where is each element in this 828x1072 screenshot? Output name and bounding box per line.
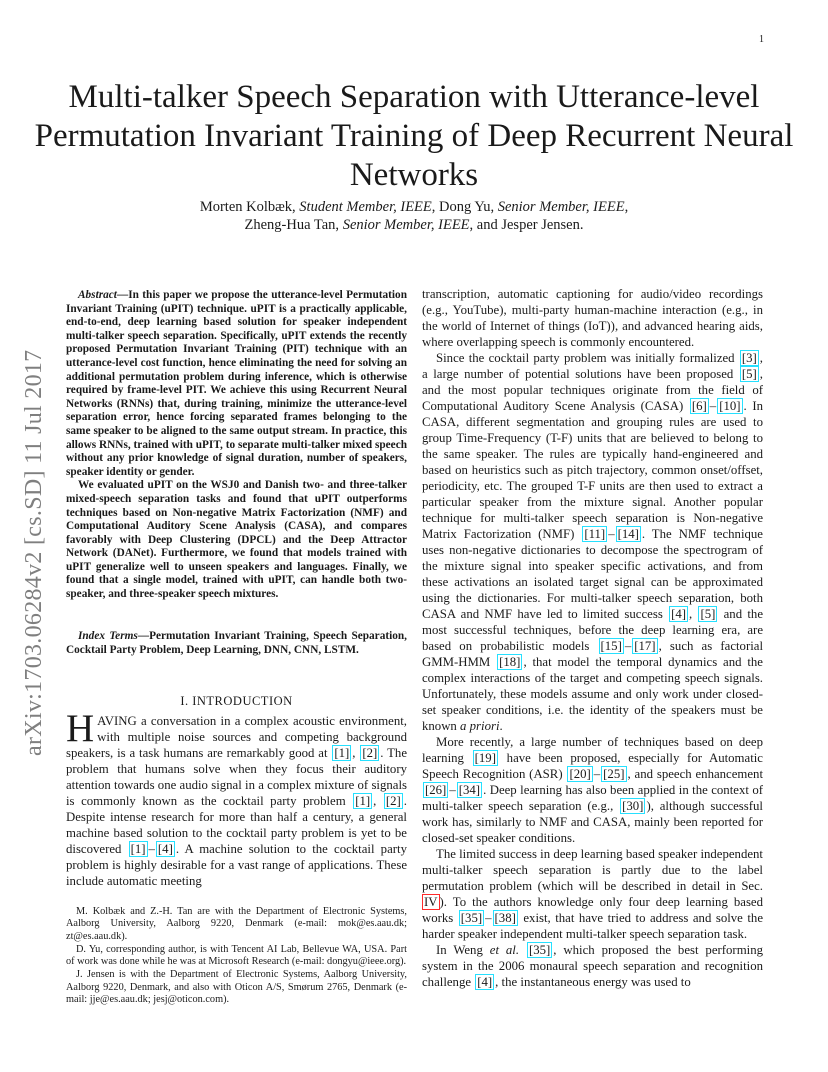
body-text: and the most successful techniques, before the deep learning era, are based on probabilistic models [422,607,763,653]
citation-link[interactable]: [17] [634,639,656,653]
footnote-affiliation: D. Yu, corresponding author, is with Tencent AI Lab, Bellevue WA, USA. Part of work was done while he was at Microsoft Research (e-mail: dongyu@ieee.org). [66,943,407,968]
body-text: – [485,911,492,925]
abstract-paragraph: We evaluated uPIT on the WSJ0 and Danish two- and three-talker mixed-speech separation tasks and found that uPIT outperforms techniques based on Non-negative Matrix Factorization (NMF) and Computational Auditory Scene Analysis (CASA), and compares favorably with Deep Clustering (DPCL) and the Deep Attractor Network (DANet). Furthermore, we found that models trained with uPIT generalize well to unseen speakers and languages. Finally, we found that a single model, trained with uPIT, can handle both two-speaker, and three-speaker speech mixtures. [66,479,407,601]
citation-link[interactable]: [25] [603,767,625,781]
citation-link[interactable]: [14] [617,527,639,541]
abstract-paragraph [66,289,407,479]
author-membership: Student Member, IEEE [299,199,432,215]
body-text: , [373,794,383,808]
footnote-affiliation: M. Kolbæk and Z.-H. Tan are with the Department of Electronic Systems, Aalborg University, Aalborg 9220, Denmark (e-mail: mok@es.aau.dk; zt@es.aau.dk). [66,906,407,942]
citation-link[interactable]: [6] [691,399,707,413]
abstract-text: —In this paper we propose the utterance-level Permutation Invariant Training (uPIT) technique. uPIT is a practically applicable, end-to-end, deep learning based solution for speaker independent multi-talker speech separation. Specifically, uPIT extends the recently proposed Permutation Invariant Training (PIT) technique with an utterance-level cost function, hence eliminating the need for solving an additional permutation problem during inference, which is otherwise required by frame-level PIT. We achieve this using Recurrent Neural Networks (RNNs) that, during training, minimize the utterance-level separation error, hence forcing separated frames belonging to the same speaker to be aligned to the same output stream. In practice, this allows RNNs, trained with uPIT, to separate multi-talker mixed speech without any prior knowledge of signal duration, number of speakers, speaker identity or gender. [66,289,407,478]
intro-paragraph [422,942,763,990]
citation-link[interactable]: [1] [130,842,146,856]
italic-text: et al. [489,943,520,957]
intro-paragraph [422,734,763,846]
drop-cap: H [66,707,95,750]
body-text: AVING a conversation in a complex acoustic environment, with multiple noise sources and competing background speakers, is a task humans are remarkably good at [66,714,407,760]
citation-link[interactable]: [35] [460,911,483,925]
arxiv-identifier-stamp: arXiv:1703.06284v2 [cs.SD] 11 Jul 2017 [21,349,47,756]
body-text: . In CASA, different segmentation and grouping rules are used to group Time-Frequency (T-F) units that are believed to belong to the same speaker. The rules are typically hand-engineered and based on heuristics such as pitch trajectory, common onset/offset, periodicity, etc. The grouped T-F units are then used to extract a particular speaker from the mixture signal. Another popular technique for multi-talker speech separation is Non-negative Matrix Factorization (NMF) [422,399,763,541]
body-text [519,943,526,957]
citation-link[interactable]: [15] [600,639,622,653]
intro-right-column [422,286,763,990]
citation-link[interactable]: [4] [671,607,686,621]
intro-paragraph [422,350,763,734]
index-terms-text: —Permutation Invariant Training, Speech Separation, Cocktail Party Problem, Deep Learning, DNN, CNN, LSTM. [66,630,407,656]
body-text: – [608,527,615,541]
citation-link[interactable]: [10] [719,399,741,413]
intro-paragraph [66,707,408,889]
intro-paragraph [422,846,763,942]
body-text: , such as factorial GMM-HMM [422,639,763,669]
body-text: , that model the temporal dynamics and the complex interactions of the target and competing speech signals. Unfortunately, these models assume and only work under closed-set speaker conditions, i.e. the identity of the speakers must be known [422,655,763,733]
section-reference-link[interactable]: IV [424,895,438,909]
body-text: The limited success in deep learning based speaker independent multi-talker speech separation is partly due to the label permutation problem (which will be described in detail in Sec. [422,847,763,893]
body-text: – [709,399,717,413]
footnote-affiliation: J. Jensen is with the Department of Electronic Systems, Aalborg University, Aalborg 9220, Denmark, and also with Oticon A/S, Smørum 2765, Denmark (e-mail: jje@es.aau.dk; jesj@oticon.com). [66,969,407,1006]
citation-link[interactable]: [4] [157,842,173,856]
author-name: Morten Kolbæk, [199,199,300,215]
intro-paragraph: transcription, automatic captioning for audio/video recordings (e.g., YouTube), multi-party human-machine interaction (e.g., in the world of Internet of things (IoT)), and advanced hearing aids, where overlapping speech is commonly encountered. [422,287,763,349]
citation-link[interactable]: [35] [528,943,551,957]
author-separator: , [624,199,629,215]
page-number: 1 [759,34,764,45]
citation-link[interactable]: [30] [622,799,644,813]
body-text: , which proposed the best performing system in the 2006 monaural speech separation and recognition challenge [422,943,764,989]
citation-link[interactable]: [5] [741,367,757,381]
body-text: – [148,842,155,856]
body-text: , the instantaneous energy was used to [495,975,691,989]
body-text: . The problem that humans solve when they focus their auditory attention towards one audio signal in a complex mixture of signals is commonly known as the cocktail party problem [66,746,408,808]
author-membership: Senior Member, IEEE [497,199,625,215]
body-text: have been proposed, especially for Automatic Speech Recognition (ASR) [422,751,763,781]
body-text: In Weng [436,943,490,957]
author-list [0,198,828,234]
body-text: , [688,607,698,621]
body-text: . The NMF technique uses non-negative dictionaries to decompose the spectrogram of the mixture signal into speaker specific activations, and from these activations an isolated target signal can be approximated using the dictionaries. For multi-talker speech separation, both CASA and NMF have led to limited success [422,527,763,621]
body-text: . A machine solution to the cocktail party problem is highly desirable for a vast range of applications. These include automatic meeting [66,842,407,888]
citation-link[interactable]: [3] [741,351,757,365]
citation-link[interactable]: [11] [584,527,606,541]
author-name: Zheng-Hua Tan, [244,217,343,233]
body-text: , [352,746,360,760]
citation-link[interactable]: [34] [458,783,481,797]
paper-title: Multi-talker Speech Separation with Utterance-level Permutation Invariant Training of Deep Recurrent Neural Networks [34,79,794,193]
index-terms [66,630,407,657]
intro-left-column [66,707,408,889]
citation-link[interactable]: [2] [385,794,401,808]
author-membership: Senior Member, IEEE [342,217,470,233]
footnotes [66,906,407,1007]
body-text: . Despite intense research for more than half a century, a general machine based solution to the cocktail party problem is yet to be discovered [66,794,407,856]
body-text: ), although successful work has, similarly to NMF and CASA, mainly been reported for closed-set speaker conditions. [422,799,763,845]
citation-link[interactable]: [18] [499,655,521,669]
body-text: . Deep learning has also been applied in the context of multi-talker speech separation (e.g., [422,783,763,813]
italic-text: a priori [460,719,500,733]
body-text: More recently, a large number of techniques based on deep learning [422,735,763,765]
citation-link[interactable]: [1] [355,794,371,808]
abstract-label: Abstract [78,289,117,301]
abstract [66,289,407,602]
section-heading: I. INTRODUCTION [180,694,293,708]
citation-link[interactable]: [4] [477,975,493,989]
citation-link[interactable]: [5] [700,607,716,621]
body-text: – [624,639,632,653]
citation-link[interactable]: [1] [334,746,350,760]
citation-link[interactable]: [38] [494,911,516,925]
body-text: , a large number of potential solutions have been proposed [422,351,763,381]
citation-link[interactable]: [20] [569,767,591,781]
author-name: , and Jesper Jensen. [469,217,584,233]
body-text: ). To the authors knowledge only four deep learning based works [422,895,763,925]
body-text: , and the most popular techniques originate from the field of Computational Auditory Scene Analysis (CASA) [422,367,763,413]
citation-link[interactable]: [26] [425,783,447,797]
author-name: , Dong Yu, [431,199,498,215]
body-text: , and speech enhancement [627,767,763,781]
index-terms-label: Index Terms [78,630,138,642]
body-text: – [593,767,601,781]
body-text: exist, that have tried to address and solve the harder speaker independent multi-talker speech separation task. [422,911,763,941]
body-text: . [499,719,503,733]
body-text: Since the cocktail party problem was initially formalized [436,351,739,365]
citation-link[interactable]: [19] [474,751,496,765]
body-text: – [449,783,456,797]
citation-link[interactable]: [2] [362,746,378,760]
